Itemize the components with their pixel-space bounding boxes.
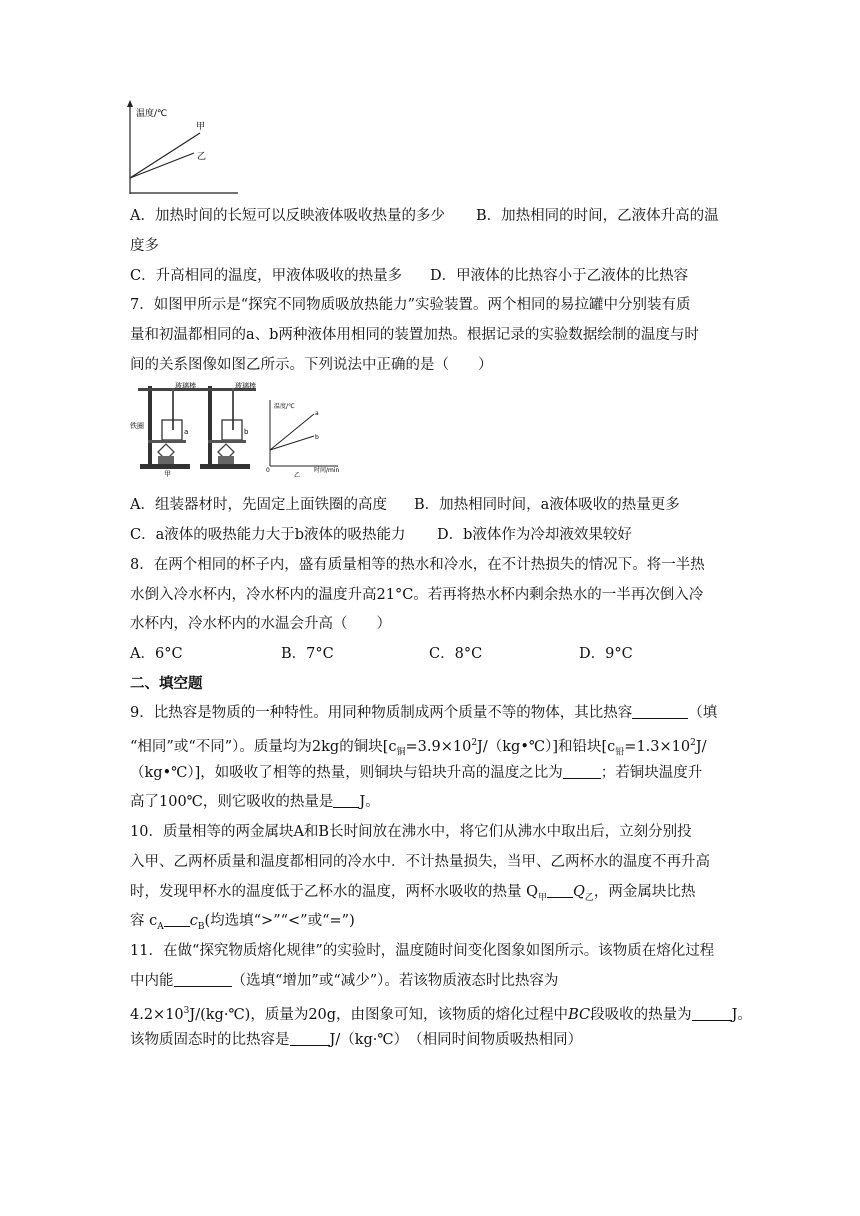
- q7-graph-a-label: a: [315, 410, 319, 417]
- graph-line-jia-label: 甲: [196, 122, 206, 132]
- q8-stem-line1: 8．在两个相同的杯子内，盛有质量相等的热水和冷水，在不计热损失的情况下。将一半热: [130, 557, 705, 573]
- section-heading-fill-in: 二、填空题: [130, 676, 203, 692]
- q6-option-c: C．升高相同的温度，甲液体吸收的热量多: [130, 268, 403, 284]
- q7-option-a: A．组装器材时，先固定上面铁圈的高度: [130, 497, 387, 513]
- q7-option-c: C．a液体的吸热能力大于b液体的吸热能力: [130, 527, 406, 543]
- q7-stem-line2: 量和初温都相同的a、b两种液体用相同的装置加热。根据记录的实验数据绘制的温度与时: [130, 327, 699, 343]
- q7-option-d: D．b液体作为冷却液效果较好: [437, 527, 632, 543]
- q8-stem-line2: 水倒入冷水杯内，冷水杯内的温度升高21°C。若再将热水杯内剩余热水的一半再次倒入冷: [130, 587, 704, 603]
- q9-line4: 高了100℃，则它吸收的热量是 J。: [130, 794, 380, 810]
- liquid-a-label: a: [184, 428, 189, 436]
- q10-line4: 容 $c_A$ $c_B$(均选填“>”“<”或“=”): [130, 913, 355, 932]
- q7-graph-b-label: b: [315, 434, 319, 441]
- q7-graph-origin: 0: [266, 467, 270, 474]
- q7-graph-xlabel: 时间/min: [314, 467, 340, 474]
- q11-line4: 该物质固态时的比热容是 J/（kg·℃） （相同时间物质吸热相同）: [130, 1032, 583, 1048]
- q7-option-b: B．加热相同时间，a液体吸收的热量更多: [414, 497, 680, 513]
- q8-option-d: D．9°C: [579, 646, 633, 662]
- q8-option-b: B．7°C: [281, 646, 334, 662]
- q11-line1: 11．在做“探究物质熔化规律”的实验时，温度随时间变化图象如图所示。该物质在熔化过程: [130, 943, 715, 959]
- liquid-b-label: b: [244, 428, 249, 436]
- q6-option-d: D．甲液体的比热容小于乙液体的比热容: [430, 268, 689, 284]
- q6-option-b-cont: 度多: [130, 238, 159, 254]
- q6-option-a: A．加热时间的长短可以反映液体吸收热量的多少: [130, 208, 445, 224]
- fig-yi-label: 乙: [294, 472, 301, 478]
- q9-line1: 9．比热容是物质的一种特性。用同种物质制成两个质量不等的物体，其比热容 （填: [130, 705, 718, 721]
- q10-line2: 入甲、乙两杯质量和温度都相同的冷水中．不计热量损失，当甲、乙两杯水的温度不再升高: [130, 854, 710, 870]
- q8-option-a: A．6°C: [130, 646, 183, 662]
- q7-apparatus-figure: [128, 382, 343, 478]
- q6-option-b: B．加热相同的时间，乙液体升高的温: [476, 208, 719, 224]
- q8-option-c: C．8°C: [429, 646, 483, 662]
- fig-jia-label: 甲: [164, 470, 171, 478]
- q7-graph-ylabel: 温度/℃: [274, 403, 295, 410]
- q7-stem-line3: 间的关系图像如图乙所示。下列说法中正确的是（ ）: [130, 357, 493, 373]
- iron-ring-label: 铁圈: [130, 422, 144, 430]
- q9-line3: （kg•℃）]，如吸收了相等的热量，则铜块与铅块升高的温度之比为 ；若铜块温度升: [130, 765, 703, 781]
- graph-line-yi-label: 乙: [197, 152, 207, 162]
- q10-line1: 10．质量相等的两金属块A和B长时间放在沸水中，将它们从沸水中取出后，立刻分别投: [130, 824, 692, 840]
- glass-rod-label-left: 玻璃棒: [175, 382, 196, 390]
- q11-line2: 中内能 （选填“增加”或“减少”）。若该物质液态时比热容为: [130, 973, 559, 989]
- glass-rod-label-right: 玻璃棒: [235, 382, 256, 390]
- q9-line2: “相同”或“不同”）。质量均为2kg的铜块$[c_铜=3.9\times 10^2J/(kg•℃)]$和铅块[$c_铅=1.3\times 10^2J/$: [130, 738, 707, 758]
- q10-line3: 时，发现甲杯水的温度低于乙杯水的温度，两杯水吸收的热量 $Q_甲$ $Q_乙$，两金属块比热: [130, 884, 696, 903]
- q7-stem-line1: 7．如图甲所示是“探究不同物质吸放热能力”实验装置。两个相同的易拉罐中分别装有质: [130, 297, 691, 313]
- q6-temperature-graph: [122, 98, 242, 198]
- q11-line3: $4.2\times 10^3J/(kg\cdot℃)$，质量为20g，由图象可知，该物质的熔化过程中BC段吸收的热量为 J。: [130, 1006, 752, 1023]
- graph-ylabel: 温度/℃: [136, 109, 168, 119]
- q8-stem-line3: 水杯内，冷水杯内的水温会升高（ ）: [130, 616, 391, 632]
